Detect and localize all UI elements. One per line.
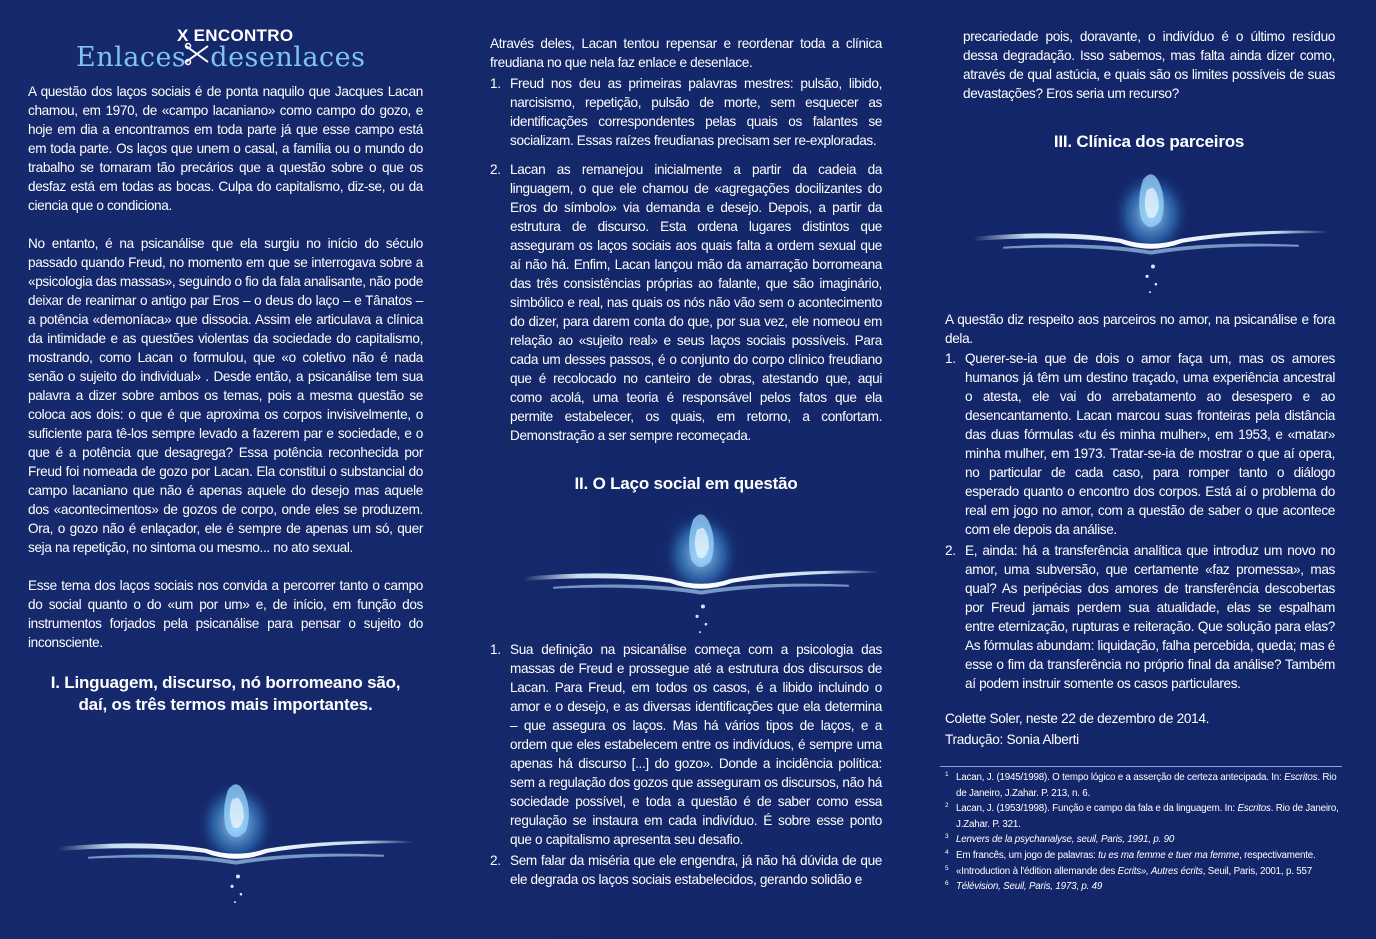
list-item: 1. Querer-se-ia que de dois o amor faça um, mas os amores humanos já têm um destino traçado, uma experiência ancestral o atesta, ele vai do arrebatamento ao desespero e ao desencantamento. Lacan marcou suas fronteiras pela distância das duas fórmulas «tu és minha mulher», em 1953, e «matar» minha mulher, em 1973. Tratar-se-ia de mostrar o que aí opera, no particular de cada caso, para romper tanto o diálogo esperado quanto o encontro dos corpos. Está aí o problema do real em jogo no amor, com a questão de saber o que acontece com ele depois da análise. (945, 351, 1335, 537)
paragraph-1: A questão dos laços sociais é de ponta naquilo que Jacques Lacan chamou, em 1970, de «campo lacaniano» como campo do gozo, e hoje em dia a encontramos em toda parte já que esse campo está em toda parte. Os laços que unem o casal, a família ou o mundo do trabalho se tornaram tão precários que a questão sobre o que os desfaz está em todas as bocas. Culpa do capitalismo, diz-se, ou da ciencia que o condiciona. (28, 84, 423, 213)
list-item: 1. Sua definição na psicanálise começa com a psicologia das massas de Freud e prossegue até a estrutura dos discursos de Lacan. Para Freud, em todos os casos, é a libido incluindo o amor e o desejo, e as diversas identificações que ela determina – que assegura os laços. Mas há vários tipos de laços, e a ordem que eles estabelecem entre os indivíduos, é sempre uma apenas há discurso [...] do gozo». Donde a incidência política: sem a regulação dos gozos que asseguram os discursos, não há sociedade possível, e toda a questão é de saber como essa regulação se instaura em cada indivíduo. É sobre esse ponto que o capitalismo apresenta seu desafio. (490, 642, 882, 847)
signature: Colette Soler, neste 22 de dezembro de 2014. (945, 711, 1210, 726)
partners-list (945, 349, 1335, 693)
list-item: 2. Sem falar da miséria que ele engendra, já não há dúvida de que ele degrada os laços sociais estabelecidos, gerando solidão e (490, 853, 882, 887)
paragraph-2: No entanto, é na psicanálise que ela surgiu no início do século passado quando Freud, no momento em que se interrogava sobre a «psicologia das massas», seguindo o fio da fala analisante, não pode deixar de reanimar o antigo par Eros – o deus do laço – e Tânatos – a potência «demoníaca» que dissocia. Assim ele articulava a clínica da intimidade e as questões violentas da sociedade do capitalismo, mostrando, como Lacan o formulou, que «o coletivo não é nada senão o sujeito do individual» . Desde então, a psicanálise tem sua palavra a dizer sobre ambos os temas, pois a mesma questão se coloca aos dois: o que é que aproxima os corpos invisivelmente, o suficiente para tê-los sempre levado a fazerem par e sociedade, e o que é a potência que desagrega? Essa potência reconhecida por Freud foi nomeada de gozo por Lacan. Ela constitui o substancial do campo lacaniano que não é apenas aquele do desejo mas aquele dos «acontecimentos» de gozos de corpo, onde eles se produzem. Ora, o gozo não é enlaçador, ele é sempre de apenas um só, quer seja na repetição, no sintoma ou mesmo... no ato sexual. (28, 236, 423, 555)
list-item: 2. Lacan as remanejou inicialmente a partir da cadeia da linguagem, o que ele chamou de «agregações docilizantes do Eros do símbolo» via demanda e desejo. Depois, a partir da estrutura de discurso. Esta ordena lugares distintos que asseguram os laços sociais aos quais falta a ordem sexual que aí não há. Enfim, Lacan lançou mão da amarração borromeana das três consistências próprias ao falante, que são imaginário, simbólico e real, nas quais os nós não vão sem o acontecimento do dizer, para darem conta do que, por sua vez, ele nomeou em relação ao «sujeito real» e seus laços sociais possíveis. Para cada um desses passos, é o conjunto do corpo clínico freudiano que é recolocado no canteiro de obras, atestando que, aqui como acolá, uma teoria é responsável pelos fatos que ela permite estabelecer, os quais, em retorno, a confortam. Demonstração a ser sempre recomeçada. (490, 162, 882, 443)
column-left (28, 82, 423, 716)
column-middle (490, 34, 882, 495)
middle-intro: Através deles, Lacan tentou repensar e reordenar toda a clínica freudiana no que nela faz enlace e desenlace. (490, 36, 882, 70)
social-bond-list (490, 640, 882, 889)
footnote: 1 Lacan, J. (1945/1998). O tempo lógico e a asserção de certeza antecipada. In: Escritos. Rio de Janeiro, J.Zahar. P. 213, n. 6. (945, 771, 1337, 799)
event-title (76, 42, 365, 73)
encontro-label: X ENCONTRO (177, 26, 294, 45)
list-item: 1. Freud nos deu as primeiras palavras mestres: pulsão, libido, narcisismo, repetição, pulsão de morte, sem esquecer as identificações correspondentes pelas quais os falantes se socializam. Essas raízes freudianas precisam ser re-exploradas. (490, 76, 882, 148)
column-middle-lower (490, 640, 882, 889)
footnote-divider (940, 766, 1342, 767)
footnote: 4 Em francês, um jogo de palavras: tu es ma femme e tuer ma femme, respectivamente. (945, 848, 1316, 861)
partners-intro: A questão diz respeito aos parceiros no amor, na psicanálise e fora dela. (945, 312, 1335, 346)
footnote: 2 Lacan, J. (1953/1998). Função e campo da fala e da linguagem. In: Escritos. Rio de Janeiro, J.Zahar. P. 321. (945, 802, 1339, 830)
paragraph-3: Esse tema dos laços sociais nos convida a percorrer tanto o campo do social quanto o do «um por um» e, de início, em função dos instrumentos forjados pela psicanálise para pensar o sujeito do inconsciente. (28, 578, 423, 650)
instruments-list (490, 74, 882, 445)
section-heading-3: III. Clínica dos parceiros (1053, 132, 1245, 151)
water-splash-image-1 (55, 770, 417, 908)
title-left: Enlaces (76, 42, 187, 73)
column-right (963, 27, 1335, 153)
section-heading-2: II. O Laço social em questão (574, 474, 798, 493)
section-heading-1: I. Linguagem, discurso, nó borromeano são, daí, os três termos mais importantes. (50, 673, 401, 714)
list-item: 2. E, ainda: há a transferência analítica que introduz um novo no amor, uma subversão, que certamente «faz promessa», mas qual? As peripécias dos amores de transferência descobertas por Freud jamais perdem sua atualidade, elas se espalham entre eternização, rupturas e reiteração. Que solução para elas? As fórmulas abundam: liquidação, falha percebida, queda; mas é esse o fim da transferência no próprio final da análise? Também aí podem instruir somente os casos particulares. (945, 543, 1335, 691)
water-splash-image-3 (970, 160, 1332, 298)
translation-credit: Tradução: Sonia Alberti (945, 732, 1079, 747)
footnote: 3 Lenvers de la psychanalyse, seuil, Paris, 1991, p. 90 (945, 833, 1175, 846)
column-right-lower (945, 310, 1335, 750)
footnotes (945, 770, 1340, 895)
right-continuation: precariedade pois, doravante, o indivíduo é o último resíduo dessa degradação. Isso sabemos, mas falta ainda dizer como, através de qual astúcia, e quais são os limites possíveis de suas devastações? Eros seria um recurso? (963, 29, 1335, 101)
water-splash-image-2 (520, 500, 882, 638)
title-right: desenlaces (210, 42, 366, 73)
footnote: 5 «Introduction à l'édition allemande des Ecrits», Autres écrits, Seuil, Paris, 2001, p. 557 (945, 864, 1313, 877)
footnote: 6 Télévision, Seuil, Paris, 1973, p. 49 (945, 880, 1103, 893)
scissors-icon (186, 46, 210, 66)
